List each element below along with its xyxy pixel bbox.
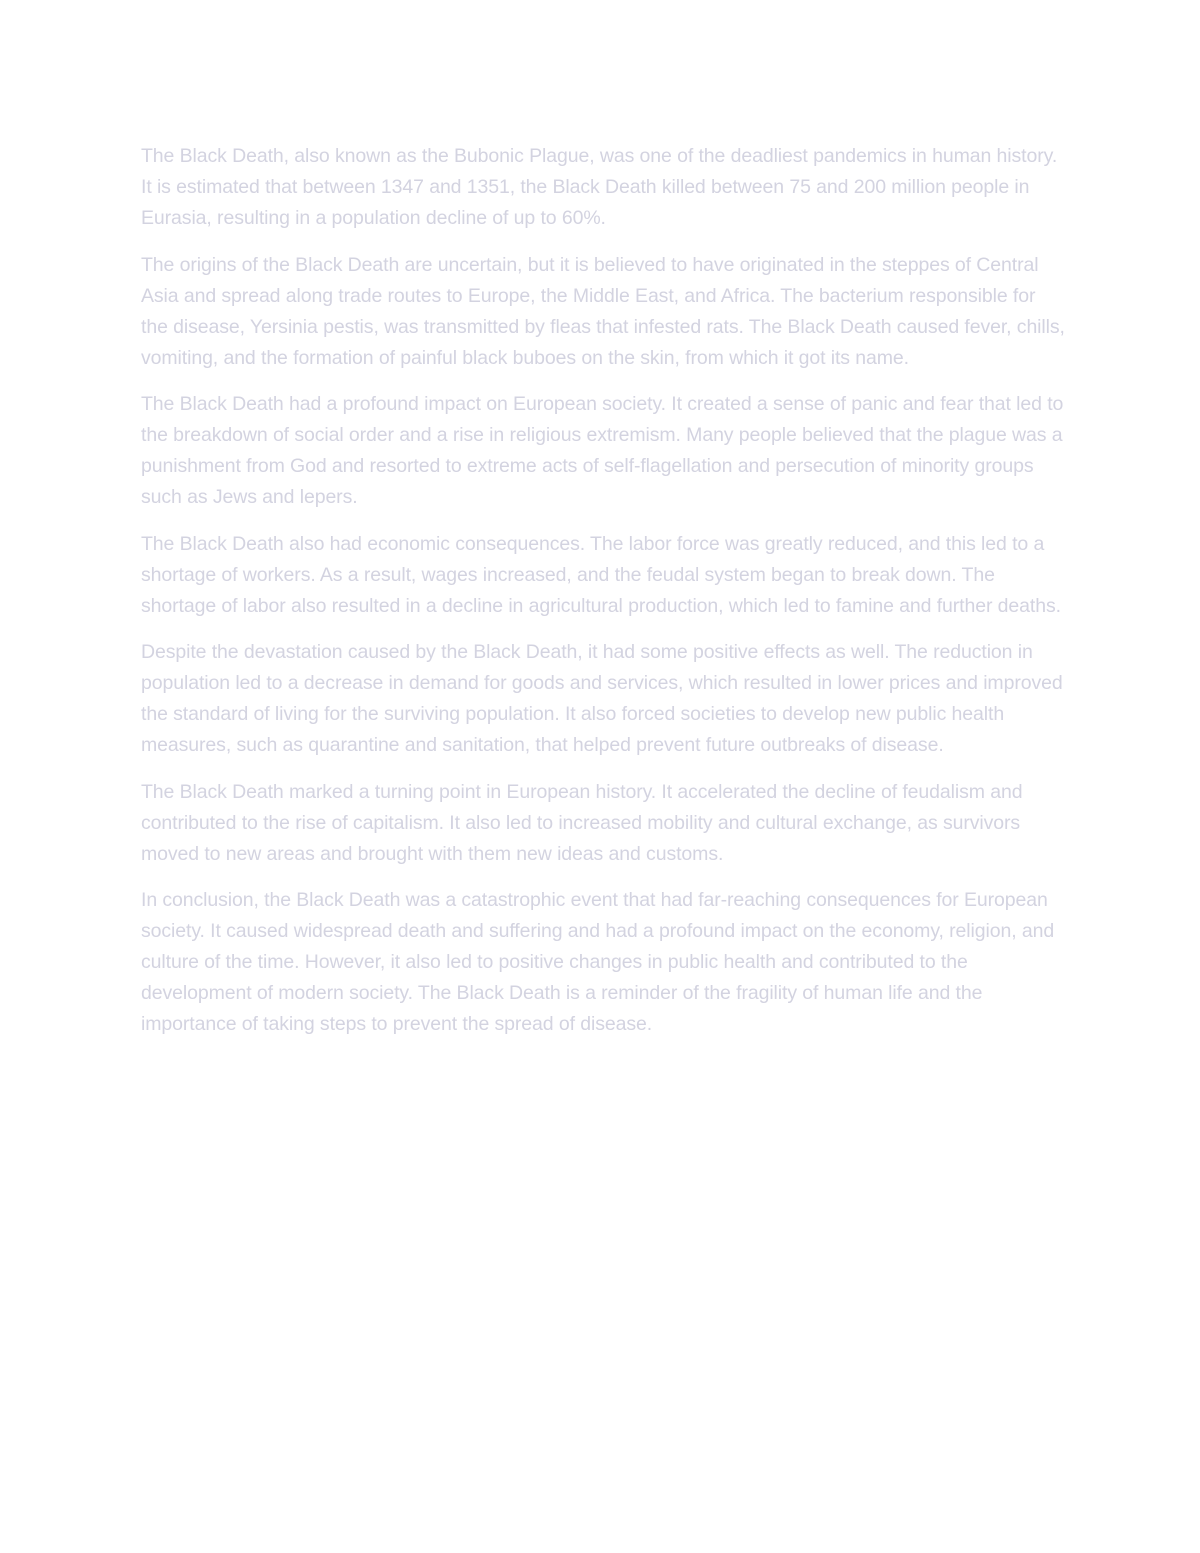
document-body bbox=[141, 141, 1066, 1056]
paragraph-7: In conclusion, the Black Death was a catastrophic event that had far-reaching consequences for European society. It caused widespread death and suffering and had a profound impact on the economy, religion, and culture of the time. However, it also led to positive changes in public health and contributed to the development of modern society. The Black Death is a reminder of the fragility of human life and the importance of taking steps to prevent the spread of disease. bbox=[141, 889, 1055, 1035]
paragraph-4: The Black Death also had economic consequences. The labor force was greatly reduced, and this led to a shortage of workers. As a result, wages increased, and the feudal system began to break down. The shortage of labor also resulted in a decline in agricultural production, which led to famine and further deaths. bbox=[141, 532, 1061, 617]
paragraph-5: Despite the devastation caused by the Black Death, it had some positive effects as well. The reduction in population led to a decrease in demand for goods and services, which resulted in lower prices and improved the standard of living for the surviving population. It also forced societies to develop new public health measures, such as quarantine and sanitation, that helped prevent future outbreaks of disease. bbox=[141, 641, 1063, 756]
paragraph-2: The origins of the Black Death are uncertain, but it is believed to have originated in the steppes of Central Asia and spread along trade routes to Europe, the Middle East, and Africa. The bacterium responsible for the disease, Yersinia pestis, was transmitted by fleas that infested rats. The Black Death caused fever, chills, vomiting, and the formation of painful black buboes on the skin, from which it got its name. bbox=[141, 253, 1065, 369]
paragraph-1: The Black Death, also known as the Bubonic Plague, was one of the deadliest pandemics in human history. It is estimated that between 1347 and 1351, the Black Death killed between 75 and 200 million people in Eurasia, resulting in a population decline of up to 60%. bbox=[141, 145, 1058, 229]
paragraph-6: The Black Death marked a turning point in European history. It accelerated the decline of feudalism and contributed to the rise of capitalism. It also led to increased mobility and cultural exchange, as survivors moved to new areas and brought with them new ideas and customs. bbox=[141, 780, 1023, 865]
paragraph-3: The Black Death had a profound impact on European society. It created a sense of panic and fear that led to the breakdown of social order and a rise in religious extremism. Many people believed that the plague was a punishment from God and resorted to extreme acts of self-flagellation and persecution of minority groups such as Jews and lepers. bbox=[141, 393, 1064, 508]
